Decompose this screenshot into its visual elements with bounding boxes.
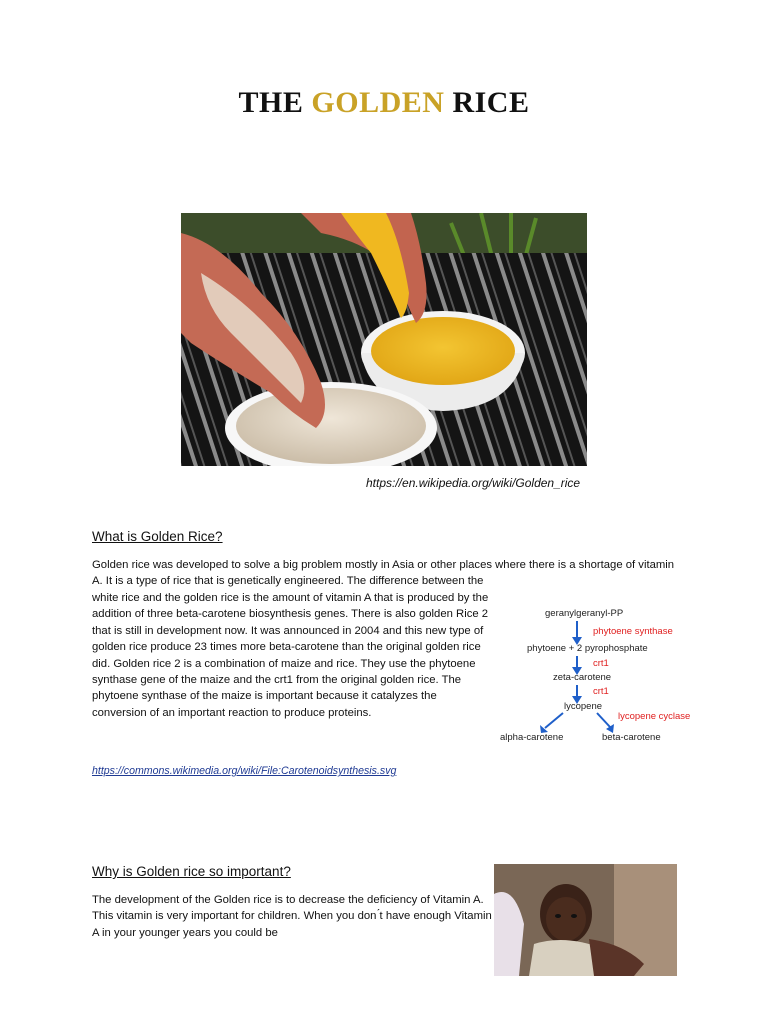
title-golden: GOLDEN [311, 86, 445, 119]
diagram-enzyme-phytoene-synthase: phytoene synthase [593, 626, 673, 637]
diagram-enzyme-crt1-b: crt1 [593, 686, 609, 697]
diagram-arrow [545, 713, 563, 728]
diagram-node-lycopene: lycopene [564, 701, 603, 712]
section-heading-what-is: What is Golden Rice? [92, 529, 223, 544]
section1-paragraph-full: Golden rice was developed to solve a big problem mostly in Asia or other places where there is a shortage of vitamin A. It is a type of rice that is genetically engineered. The difference between the [92, 559, 675, 588]
diagram-source-link[interactable]: https://commons.wikimedia.org/wiki/File:Carotenoidsynthesis.svg [92, 765, 397, 777]
diagram-node-zeta-carotene: zeta-carotene [553, 672, 612, 683]
photo-source-caption: https://en.wikipedia.org/wiki/Golden_rice [366, 476, 581, 490]
title-rice: RICE [452, 86, 530, 119]
rice-photo-illustration [181, 213, 587, 466]
diagram-node-beta-carotene: beta-carotene [602, 732, 661, 743]
diagram-node-alpha-carotene: alpha-carotene [500, 732, 564, 743]
diagram-arrow [597, 713, 610, 727]
page-title [0, 86, 768, 120]
diagram-enzyme-lycopene-cyclase: lycopene cyclase [618, 711, 691, 722]
child-photo [494, 864, 677, 976]
section2-paragraph: The development of the Golden rice is to decrease the deficiency of Vitamin A. This vitamin is very important for children. When you don ́t have enough Vitamin A in your younger years you could be [92, 894, 492, 939]
diagram-enzyme-crt1-a: crt1 [593, 658, 609, 669]
child-photo-illustration [494, 864, 677, 976]
section-heading-why-important: Why is Golden rice so important? [92, 864, 291, 879]
diagram-node-geranylgeranyl: geranylgeranyl-PP [545, 608, 624, 619]
section1-paragraph-wrapped: white rice and the golden rice is the amount of vitamin A that is produced by the addition of three beta-carotene biosynthesis genes. There is also golden Rice 2 that is still in development now. It was announced in 2004 and this new type of golden rice produce 23 times more beta-carotene than the original golden rice did. Golden rice 2 is a combination of maize and rice. They use the phytoene synthase gene of the maize and the crt1 from the original golden rice. The phytoene synthase of the maize is important because it catalyzes the conversion of an important reaction to produce proteins. [92, 592, 489, 719]
carotenoid-synthesis-diagram [495, 600, 695, 750]
diagram-node-phytoene: phytoene + 2 pyrophosphate [527, 643, 648, 654]
title-the: THE [238, 86, 304, 119]
golden-rice-photo [181, 213, 587, 466]
